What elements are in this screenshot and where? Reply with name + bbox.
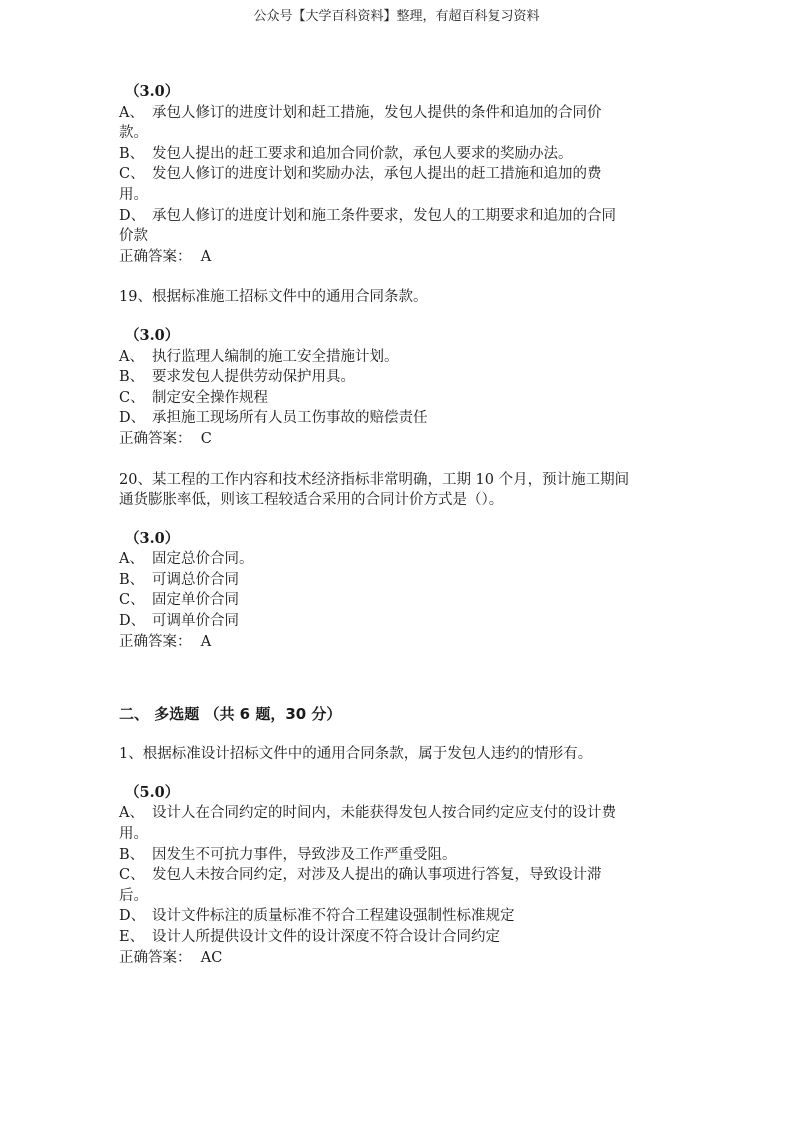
page-header: 公众号【大学百科资料】整理，有超百科复习资料 [253, 9, 540, 24]
option-key: C、 [119, 166, 145, 183]
option-d [119, 206, 679, 227]
option-key: E、 [119, 929, 145, 945]
answer-label: 正确答案： [119, 949, 192, 966]
option-text: 发包人提出的赶工要求和追加合同价款，承包人要求的奖励办法。 [152, 145, 573, 162]
answer-label: 正确答案： [119, 248, 192, 265]
question-text: 19、根据标准施工招标文件中的通用合同条款。 [119, 289, 428, 306]
answer-label: 正确答案： [119, 633, 192, 650]
option-text-cont: 用。 [119, 186, 148, 203]
option-a [119, 549, 679, 570]
option-key: C、 [119, 592, 145, 609]
option-key: B、 [119, 846, 145, 863]
answer-label: 正确答案： [119, 430, 192, 447]
option-text: 发包人修订的进度计划和奖励办法，承包人提出的赶工措施和追加的费 [152, 166, 602, 183]
correct-answer [119, 632, 679, 653]
question-text [119, 470, 679, 511]
option-text: 设计人所提供设计文件的设计深度不符合设计合同约定 [152, 929, 500, 945]
option-key: C、 [119, 867, 145, 884]
question-line: 20、某工程的工作内容和技术经济指标非常明确，工期 10 个月，预计施工期间 [119, 471, 630, 488]
option-key: D、 [119, 613, 146, 630]
answer-value: C [200, 430, 212, 447]
option-text: 要求发包人提供劳动保护用具。 [152, 369, 355, 386]
question-line: 通货膨胀率低，则该工程较适合采用的合同计价方式是（）。 [119, 492, 504, 509]
option-text: 承包人修订的进度计划和赶工措施，发包人提供的条件和追加的合同价 [152, 104, 602, 121]
question-score: （3.0） [125, 529, 180, 547]
option-text: 承包人修订的进度计划和施工条件要求，发包人的工期要求和追加的合同 [152, 207, 616, 224]
option-text: 发包人未按合同约定，对涉及人提出的确认事项进行答复，导致设计滞 [152, 867, 602, 884]
option-key: C、 [119, 389, 145, 406]
option-text: 固定单价合同 [152, 592, 239, 609]
document-body [119, 82, 679, 968]
option-c [119, 164, 679, 185]
option-text: 因发生不可抗力事件，导致涉及工作严重受阻。 [152, 846, 457, 863]
option-a [119, 347, 679, 368]
option-text: 可调总价合同 [152, 571, 239, 588]
option-key: A、 [119, 104, 144, 121]
option-a [119, 803, 679, 824]
section-heading: 二、 多选题 （共 6 题，30 分） [119, 705, 342, 724]
answer-value: A [200, 633, 212, 650]
option-text: 执行监理人编制的施工安全措施计划。 [152, 348, 399, 365]
option-b [119, 570, 679, 591]
multi-question-1 [119, 744, 679, 968]
option-text: 设计文件标注的质量标准不符合工程建设强制性标准规定 [152, 908, 515, 925]
correct-answer [119, 948, 679, 969]
option-key: B、 [119, 145, 145, 162]
option-key: D、 [119, 410, 146, 427]
option-text-cont: 后。 [119, 887, 148, 904]
option-d [119, 906, 679, 927]
option-text: 固定总价合同。 [152, 551, 254, 568]
option-c [119, 388, 679, 409]
option-d [119, 611, 679, 632]
option-text-cont: 款。 [119, 125, 148, 142]
option-c [119, 865, 679, 886]
answer-value: AC [200, 949, 223, 966]
question-19 [119, 287, 679, 449]
question-20 [119, 470, 679, 653]
option-key: D、 [119, 207, 146, 224]
question-score: （3.0） [125, 83, 180, 100]
option-key: A、 [119, 551, 144, 568]
option-b [119, 845, 679, 866]
option-d [119, 408, 679, 429]
question-score: （3.0） [125, 326, 180, 344]
option-key: D、 [119, 908, 146, 925]
correct-answer [119, 247, 679, 268]
answer-value: A [200, 248, 212, 265]
question-18 [119, 82, 679, 267]
option-text: 制定安全操作规程 [152, 389, 268, 406]
correct-answer [119, 429, 679, 450]
question-score: （5.0） [125, 783, 180, 801]
option-key: B、 [119, 571, 145, 588]
option-key: A、 [119, 805, 144, 822]
option-text-cont: 价款 [119, 228, 148, 245]
option-key: A、 [119, 348, 144, 365]
option-b [119, 144, 679, 165]
option-e [119, 927, 679, 948]
option-c [119, 590, 679, 611]
option-text: 设计人在合同约定的时间内，未能获得发包人按合同约定应支付的设计费 [152, 805, 616, 822]
option-key: B、 [119, 369, 145, 386]
option-text-cont: 用。 [119, 826, 148, 843]
option-text: 可调单价合同 [152, 613, 239, 630]
option-b [119, 367, 679, 388]
option-a [119, 103, 679, 124]
question-text: 1、根据标准设计招标文件中的通用合同条款，属于发包人违约的情形有。 [119, 746, 593, 763]
option-text: 承担施工现场所有人员工伤事故的赔偿责任 [152, 410, 428, 427]
